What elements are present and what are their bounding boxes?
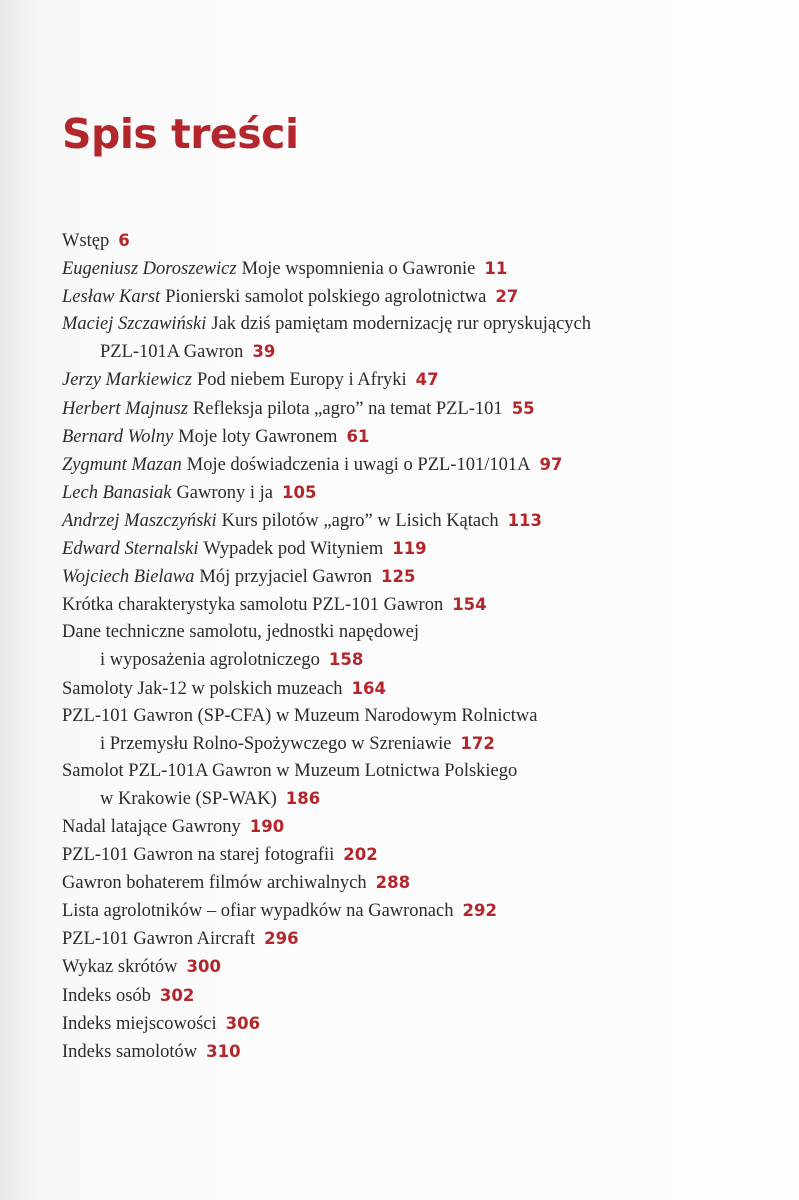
toc-entry-title: PZL-101 Gawron Aircraft [62,929,256,950]
toc-entry-line [62,646,782,674]
toc-entry-line [62,283,782,311]
toc-entry-author: Zygmunt Mazan [62,454,182,475]
toc-entry-title: Indeks miejscowości [62,1013,217,1034]
toc-entry [62,507,782,535]
toc-entry-line [62,785,782,813]
toc-entry-title: Krótka charakterystyka samolotu PZL-101 Gawron [62,595,444,616]
toc-entry [62,869,782,897]
toc-entry-page-number: 288 [375,873,411,893]
toc-entry-author: Herbert Majnusz [62,398,188,419]
toc-entry-title: Kurs pilotów „agro” w Lisich Kątach [221,510,499,531]
toc-entry-line [62,897,782,925]
toc-entry-title: Samolot PZL-101A Gawron w Muzeum Lotnictwa Polskiego [62,760,518,781]
toc-entry [62,255,782,283]
toc-entry-line [62,703,782,730]
toc-entry [62,311,782,366]
toc-entry-line [62,869,782,897]
toc-entry-author: Maciej Szczawiński [62,314,207,335]
toc-entry-page-number: 11 [484,259,508,279]
toc-entry-page-number: 55 [511,398,535,418]
toc-entry [62,395,782,423]
toc-entry [62,283,782,311]
toc-entry-page-number: 310 [206,1041,241,1061]
toc-entry-title: w Krakowie (SP-WAK) [100,788,277,809]
toc-entry [62,703,782,758]
toc-entry-author: Andrzej Maszczyński [62,510,217,531]
toc-entry [62,227,782,255]
toc-entry-title: Samoloty Jak-12 w polskich muzeach [62,678,343,699]
toc-entry [62,451,782,479]
toc-entry-page-number: 202 [343,845,378,865]
toc-entry [62,591,782,619]
toc-entry-line [62,423,782,451]
toc-entry-page-number: 296 [264,929,299,949]
toc-entry-title: Wypadek pod Wityniem [203,539,384,560]
toc-entry-page-number: 292 [462,901,497,921]
toc-entry-page-number: 119 [392,539,427,559]
toc-entry-page-number: 306 [225,1013,261,1033]
toc-entry-page-number: 158 [328,650,364,670]
toc-entry-title: Mój przyjaciel Gawron [199,567,372,588]
toc-entry [62,563,782,591]
toc-entry-author: Lech Banasiak [62,482,172,503]
toc-entry-line [62,813,782,841]
toc-entry-line [62,675,782,703]
toc-entry-line [62,925,782,953]
toc-entry-line [62,841,782,869]
toc-entry [62,758,782,813]
toc-entry-line [62,479,782,507]
toc-entry-title: Moje wspomnienia o Gawronie [241,259,476,280]
toc-entry-line [62,451,782,479]
toc-entry [62,841,782,869]
toc-entry [62,479,782,507]
toc-entry-page-number: 61 [346,426,370,446]
toc-entry [62,366,782,394]
toc-entry-title: Dane techniczne samolotu, jednostki napędowej [62,622,420,643]
toc-entry-line [62,507,782,535]
toc-entry [62,982,782,1010]
toc-entry-page-number: 39 [252,342,276,362]
table-of-contents [62,227,782,1066]
toc-entry-title: Wykaz skrótów [62,957,178,978]
toc-entry-page-number: 300 [186,957,221,977]
toc-entry [62,925,782,953]
toc-entry-page-number: 186 [285,788,321,808]
toc-entry-title: Wstęp [62,231,110,251]
toc-entry-title: Moje loty Gawronem [178,426,338,447]
toc-entry-title: Pionierski samolot polskiego agrolotnictwa [165,287,487,308]
toc-entry-title: PZL-101 Gawron (SP-CFA) w Muzeum Narodowym Rolnictwa [62,705,538,726]
toc-entry-line [62,591,782,619]
toc-entry-title: PZL-101A Gawron [100,342,244,363]
toc-entry-title: Lista agrolotników – ofiar wypadków na Gawronach [62,901,454,922]
toc-entry-page-number: 6 [118,231,130,250]
toc-entry-page-number: 27 [495,287,519,307]
toc-entry-page-number: 172 [460,733,495,753]
toc-entry-line [62,1010,782,1038]
toc-entry-line [62,366,782,394]
page-title: Spis treści [62,110,299,158]
toc-entry-line [62,619,782,646]
toc-entry [62,619,782,674]
toc-entry [62,897,782,925]
toc-entry-line [62,227,782,255]
toc-entry-line [62,255,782,283]
toc-entry-title: Nadal latające Gawrony [62,816,241,837]
toc-entry-title: Pod niebem Europy i Afryki [196,370,407,391]
toc-entry-page-number: 105 [282,482,317,502]
toc-entry [62,1038,782,1066]
toc-entry-line [62,563,782,591]
toc-entry-line [62,535,782,563]
toc-entry-title: Jak dziś pamiętam modernizację rur opryskujących [211,314,592,335]
toc-entry-title: i Przemysłu Rolno-Spożywczego w Szreniawie [100,733,452,754]
toc-entry-title: Indeks samolotów [62,1041,198,1062]
toc-entry-title: Refleksja pilota „agro” na temat PZL-101 [192,398,503,419]
toc-entry-line [62,953,782,981]
toc-entry-page-number: 113 [507,510,543,530]
toc-entry-line [62,758,782,785]
toc-entry-title: Gawron bohaterem filmów archiwalnych [62,873,367,894]
toc-entry-title: PZL-101 Gawron na starej fotografii [62,845,335,866]
toc-entry-title: Gawrony i ja [176,482,274,503]
toc-entry-line [62,338,782,366]
toc-entry [62,675,782,703]
toc-entry-line [62,311,782,338]
toc-entry-page-number: 164 [351,678,386,698]
toc-entry-page-number: 190 [249,816,285,836]
toc-entry-author: Lesław Karst [62,287,161,308]
toc-entry-page-number: 97 [539,454,563,474]
toc-entry-author: Wojciech Bielawa [62,567,195,588]
toc-entry-author: Eugeniusz Doroszewicz [62,259,237,280]
toc-entry [62,423,782,451]
toc-entry-author: Bernard Wolny [62,426,174,447]
toc-entry [62,953,782,981]
toc-entry [62,1010,782,1038]
toc-entry-line [62,982,782,1010]
toc-entry [62,535,782,563]
toc-entry-author: Edward Sternalski [62,539,199,560]
toc-entry-page-number: 154 [452,595,487,615]
toc-entry-page-number: 302 [159,985,195,1005]
toc-entry-page-number: 47 [415,370,439,390]
toc-entry [62,813,782,841]
toc-entry-title: Moje doświadczenia i uwagi o PZL-101/101A [186,454,531,475]
toc-entry-title: Indeks osób [62,985,151,1006]
toc-entry-title: i wyposażenia agrolotniczego [100,650,320,671]
toc-entry-line [62,395,782,423]
toc-entry-author: Jerzy Markiewicz [62,370,192,391]
toc-entry-line [62,730,782,758]
toc-entry-line [62,1038,782,1066]
toc-entry-page-number: 125 [381,567,416,587]
